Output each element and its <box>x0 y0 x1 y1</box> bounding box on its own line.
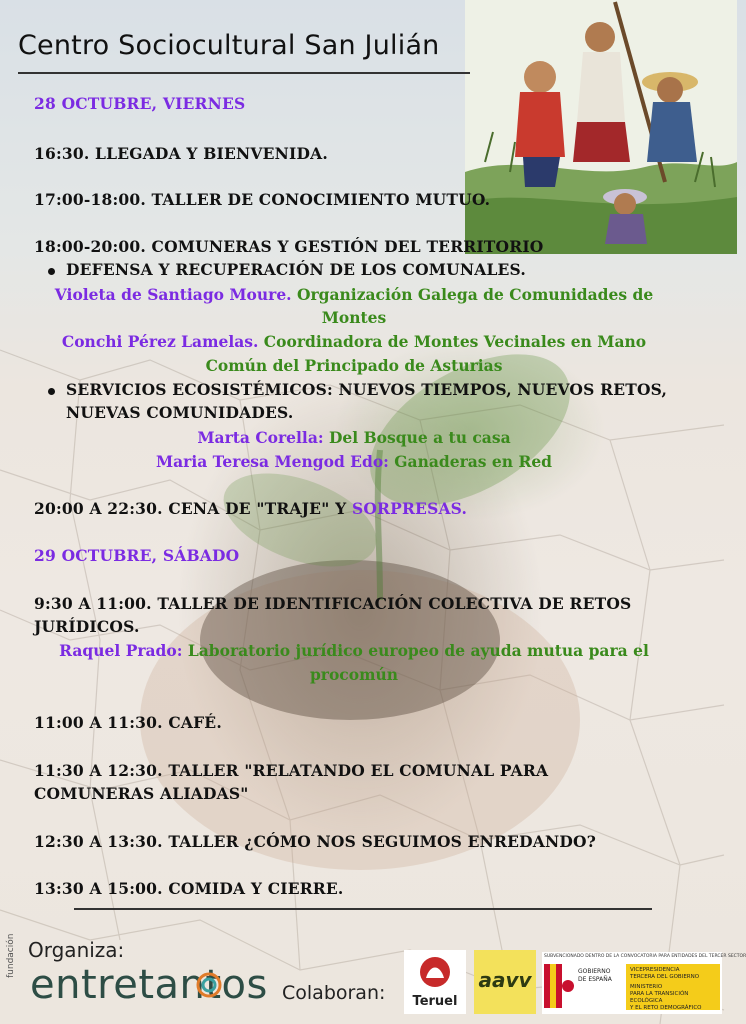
schedule-item: 12:30 A 13:30. TALLER ¿CÓMO NOS SEGUIMOS ENREDANDO? <box>34 832 596 851</box>
government-logo <box>542 952 746 1014</box>
speaker-name: Marta Corella: <box>197 428 324 447</box>
gov-header: SUBVENCIONADO DENTRO DE LA CONVOCATORIA PARA ENTIDADES DEL TERCER SECTOR <box>544 954 746 959</box>
aavv-label: aavv <box>478 968 532 992</box>
day-heading-saturday: 29 OCTUBRE, SÁBADO <box>34 546 240 565</box>
schedule-item: 20:00 A 22:30. CENA DE "TRAJE" Y SORPRESAS. <box>34 499 468 518</box>
highlight-text: SORPRESAS. <box>351 499 468 518</box>
schedule-item: 16:30. LLEGADA Y BIENVENIDA. <box>34 144 328 163</box>
speaker-org: procomún <box>309 665 399 684</box>
schedule-item: 17:00-18:00. TALLER DE CONOCIMIENTO MUTUO. <box>34 190 491 209</box>
entretantos-o-icon <box>196 972 222 998</box>
speaker-line <box>34 332 674 351</box>
speaker-name: Raquel Prado: <box>59 641 183 660</box>
speaker-org: Del Bosque a tu casa <box>323 428 511 447</box>
speaker-org: Coordinadora de Montes Vecinales en Mano <box>258 332 647 351</box>
schedule-item: 18:00-20:00. COMUNERAS Y GESTIÓN DEL TERRITORIO <box>34 237 544 256</box>
schedule-item: 11:30 A 12:30. TALLER "RELATANDO EL COMUNAL PARA <box>34 761 549 780</box>
speaker-line <box>34 285 674 304</box>
teruel-logo <box>404 950 466 1014</box>
schedule-item: JURÍDICOS. <box>34 617 140 636</box>
schedule-item: COMUNERAS ALIADAS" <box>34 784 249 803</box>
aavv-logo <box>474 950 536 1014</box>
page-title: Centro Sociocultural San Julián <box>18 30 440 61</box>
title-divider <box>18 72 470 74</box>
schedule-item: 13:30 A 15:00. COMIDA Y CIERRE. <box>34 879 344 898</box>
speaker-line <box>34 428 674 447</box>
schedule-item: 11:00 A 11:30. CAFÉ. <box>34 713 222 732</box>
gov-label: GOBIERNO DE ESPAÑA <box>578 968 612 983</box>
bullet-item: SERVICIOS ECOSISTÉMICOS: NUEVOS TIEMPOS, NUEVOS RETOS, <box>66 380 668 399</box>
day-heading-friday: 28 OCTUBRE, VIERNES <box>34 94 246 113</box>
teruel-label: Teruel <box>412 994 458 1009</box>
entretantos-logo: entretantos <box>30 962 268 1008</box>
bullet-item: NUEVAS COMUNIDADES. <box>66 403 294 422</box>
footer-divider <box>74 908 652 910</box>
speaker-org: Laboratorio jurídico europeo de ayuda mutua para el <box>182 641 649 660</box>
speaker-org: Montes <box>321 308 387 327</box>
bullet-item: DEFENSA Y RECUPERACIÓN DE LOS COMUNALES. <box>66 260 526 279</box>
fundacion-label: fundación <box>6 933 16 978</box>
speaker-name: Violeta de Santiago Moure. <box>54 285 292 304</box>
speaker-name: Conchi Pérez Lamelas. <box>61 332 259 351</box>
speaker-line <box>34 641 674 660</box>
schedule-item: 9:30 A 11:00. TALLER DE IDENTIFICACIÓN COLECTIVA DE RETOS <box>34 594 632 613</box>
speaker-org: Ganaderas en Red <box>388 452 553 471</box>
spain-coat-of-arms-icon <box>544 964 574 1008</box>
speaker-line <box>34 452 674 471</box>
ministry-label: VICEPRESIDENCIA TERCERA DEL GOBIERNO MINISTERIO PARA LA TRANSICIÓN ECOLÓGICA Y EL RETO DEMOGRÁFICO <box>626 964 720 1010</box>
organiza-label: Organiza: <box>28 938 125 962</box>
speaker-org: Organización Galega de Comunidades de <box>291 285 654 304</box>
farmers-illustration <box>465 0 737 254</box>
colaboran-label: Colaboran: <box>282 982 386 1004</box>
speaker-name: Maria Teresa Mengod Edo: <box>155 452 389 471</box>
speaker-org: Común del Principado de Asturias <box>205 356 503 375</box>
bullet-icon <box>48 388 55 395</box>
bullet-icon <box>48 268 55 275</box>
